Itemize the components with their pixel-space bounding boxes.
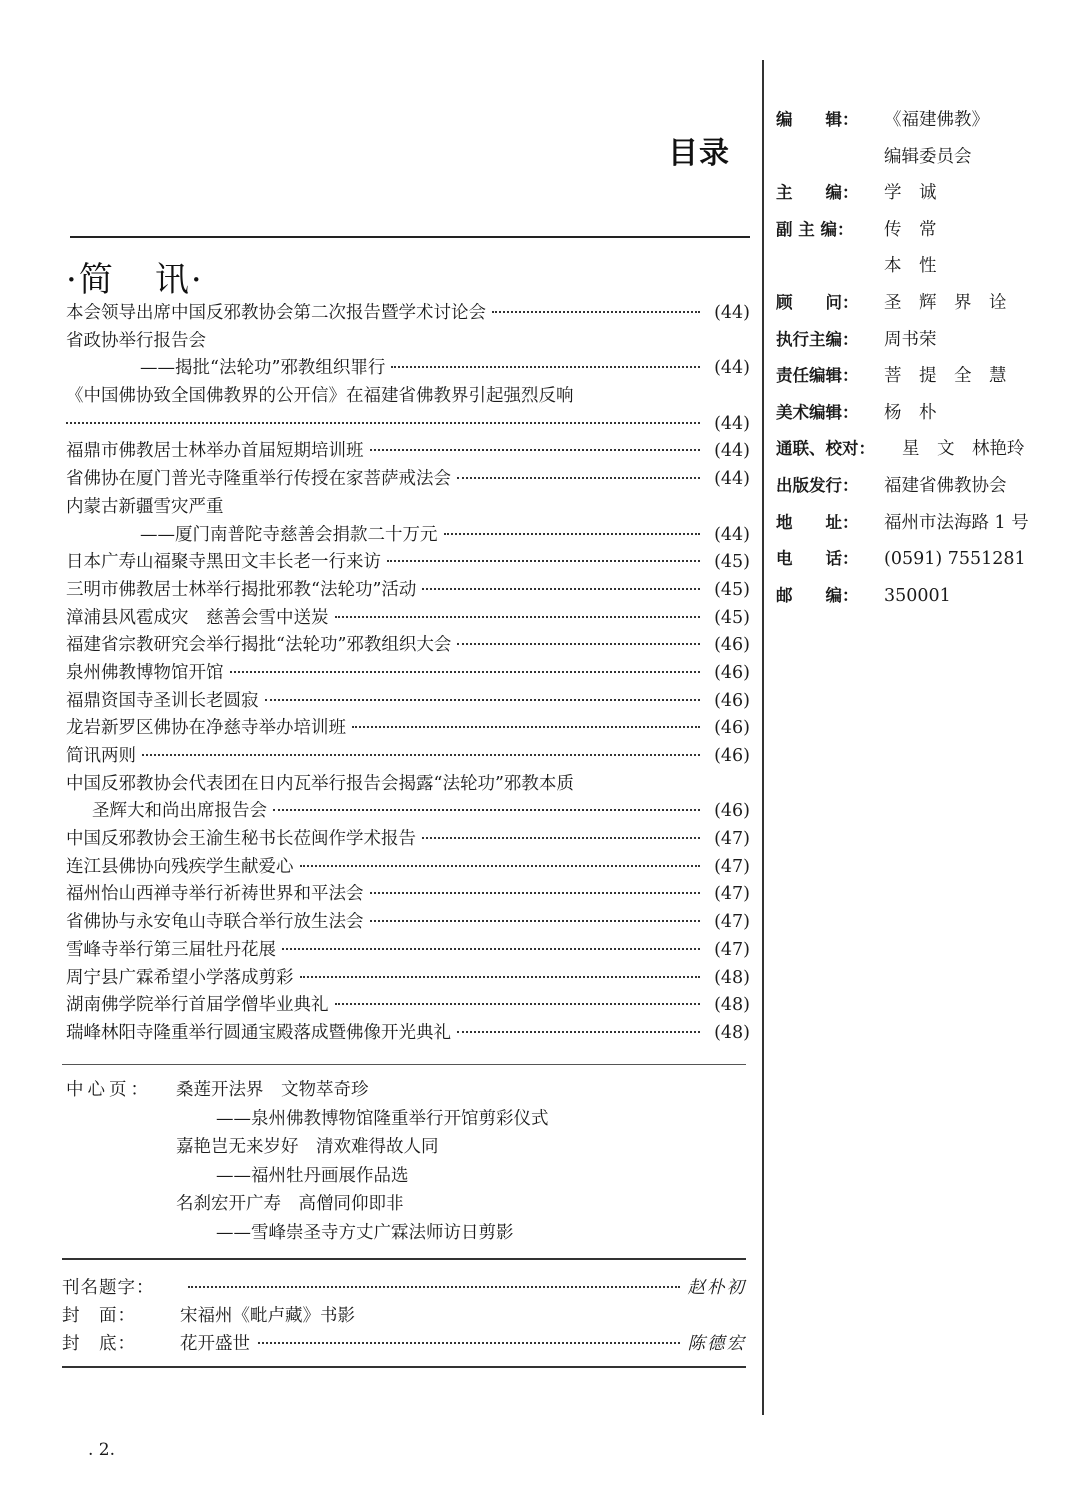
toc-entry-title: 福鼎资国寺圣训长老圆寂 xyxy=(66,690,259,711)
toc-entry[interactable] xyxy=(66,909,750,937)
masthead-key: 邮 编： xyxy=(776,585,859,605)
masthead-key: 电 话： xyxy=(776,549,859,569)
credit-label: 封 面： xyxy=(62,1306,136,1326)
toc-entry-title: 简讯两则 xyxy=(66,746,136,766)
dot-leader xyxy=(391,366,700,368)
toc-page-number: (44) xyxy=(714,524,750,545)
toc-page-number: (44) xyxy=(714,441,750,462)
toc-entry-title: 本会领导出席中国反邪教协会第二次报告暨学术讨论会 xyxy=(66,303,486,323)
cover-credits xyxy=(62,1274,746,1358)
dot-leader xyxy=(335,616,701,618)
toc-entry-subtitle: ——厦门南普陀寺慈善会捐款二十万元 xyxy=(140,524,438,545)
center-page-subtitle: ——泉州佛教博物馆隆重举行开馆剪彩仪式 xyxy=(216,1108,549,1129)
dot-leader xyxy=(422,588,700,590)
credit-author: 赵朴初 xyxy=(687,1278,746,1298)
masthead-value: 周书荣 xyxy=(884,329,937,350)
credit-author: 陈德宏 xyxy=(687,1334,746,1354)
toc-entry-title: 省佛协在厦门普光寺隆重举行传授在家菩萨戒法会 xyxy=(66,469,451,490)
toc-entry-title: 福鼎市佛教居士林举办首届短期培训班 xyxy=(66,441,364,462)
credit-label: 刊名题字： xyxy=(62,1278,155,1298)
dot-leader xyxy=(457,643,700,645)
divider xyxy=(62,1258,746,1260)
toc-entry[interactable] xyxy=(66,992,750,1020)
toc-entry[interactable] xyxy=(66,826,750,854)
masthead-key: 责任编辑： xyxy=(776,366,859,386)
center-pages-label: 中心页： xyxy=(66,1080,152,1100)
toc-entry[interactable] xyxy=(66,522,750,550)
toc-entry-title: 福州怡山西禅寺举行祈祷世界和平法会 xyxy=(66,884,364,905)
toc-entry[interactable] xyxy=(66,300,750,328)
masthead-value: 菩 提 全 慧 xyxy=(884,366,1007,387)
toc-page-number: (44) xyxy=(714,358,750,379)
toc-page-number: (44) xyxy=(714,303,750,323)
toc-page-number: (46) xyxy=(714,718,750,739)
dot-leader xyxy=(422,837,700,839)
masthead-key: 执行主编： xyxy=(776,329,859,349)
toc-entry-subtitle: 圣辉大和尚出席报告会 xyxy=(92,801,267,822)
toc-entry-title: 日本广寿山福聚寺黑田文丰长老一行来访 xyxy=(66,552,381,573)
masthead-key: 出版发行： xyxy=(776,475,859,495)
masthead-key: 主 编： xyxy=(776,183,859,203)
toc-entry-title: 泉州佛教博物馆开馆 xyxy=(66,662,224,683)
masthead-value: 《福建佛教》 xyxy=(884,110,989,130)
dot-leader xyxy=(282,948,700,950)
dot-leader xyxy=(335,1003,701,1005)
bullet-dot: · xyxy=(190,260,204,300)
toc-page-number: (47) xyxy=(714,856,750,877)
credit-row xyxy=(62,1330,746,1358)
toc-entry-title: 省佛协与永安龟山寺联合举行放生法会 xyxy=(66,912,364,933)
bullet-dot: · xyxy=(66,260,79,300)
masthead-key xyxy=(776,139,884,176)
divider xyxy=(62,1064,746,1065)
toc-page-number: (48) xyxy=(714,967,750,988)
masthead-value: 350001 xyxy=(884,585,951,606)
masthead-value: 星 文 林艳玲 xyxy=(902,439,1025,460)
toc-entry[interactable] xyxy=(66,965,750,993)
toc-entry[interactable] xyxy=(66,466,750,494)
page-number: . 2. xyxy=(88,1440,116,1460)
toc-entry-title: 福建省宗教研究会举行揭批“法轮功”邪教组织大会 xyxy=(66,635,452,656)
dot-leader xyxy=(457,1031,700,1033)
masthead-key: 编 辑： xyxy=(776,110,859,129)
masthead-value: (0591) 7551281 xyxy=(884,549,1026,570)
toc-page-number: (48) xyxy=(714,1022,750,1043)
toc-page-number: (46) xyxy=(714,635,750,656)
toc-entry[interactable] xyxy=(66,549,750,577)
toc-entry[interactable] xyxy=(66,1020,750,1048)
table-of-contents xyxy=(66,300,750,1048)
toc-entry-title: 内蒙古新疆雪灾严重 xyxy=(66,496,224,517)
toc-entry-title: 漳浦县风雹成灾 慈善会雪中送炭 xyxy=(66,607,329,628)
toc-entry[interactable] xyxy=(66,854,750,882)
toc-entry[interactable] xyxy=(66,743,750,771)
toc-entry[interactable] xyxy=(66,494,750,522)
masthead-value: 杨 朴 xyxy=(884,402,937,423)
toc-entry[interactable] xyxy=(66,438,750,466)
dot-leader xyxy=(188,1286,680,1288)
center-pages xyxy=(66,1076,549,1247)
dot-leader xyxy=(265,699,701,701)
toc-entry[interactable] xyxy=(66,605,750,633)
credit-row xyxy=(62,1302,746,1330)
center-page-title: 名刹宏开广寿 高僧同仰即非 xyxy=(176,1194,404,1214)
masthead-value: 本 性 xyxy=(884,256,937,277)
section-heading xyxy=(66,252,204,301)
toc-page-number: (46) xyxy=(714,746,750,766)
credit-text: 宋福州《毗卢藏》书影 xyxy=(180,1306,355,1326)
toc-entry-title: 《中国佛协致全国佛教界的公开信》在福建省佛教界引起强烈反响 xyxy=(66,386,574,407)
toc-page-number: (48) xyxy=(714,995,750,1016)
masthead-key: 通联、校对： xyxy=(776,439,875,459)
toc-page-number: (47) xyxy=(714,829,750,850)
toc-entry-title: 瑞峰林阳寺隆重举行圆通宝殿落成暨佛像开光典礼 xyxy=(66,1022,451,1043)
editorial-masthead xyxy=(776,102,1066,614)
masthead-value: 传 常 xyxy=(884,219,937,240)
center-page-subtitle: ——雪峰崇圣寺方丈广霖法师访日剪影 xyxy=(216,1222,514,1243)
dot-leader xyxy=(352,726,700,728)
credit-label: 封 底： xyxy=(62,1334,136,1354)
credit-row xyxy=(62,1274,746,1302)
toc-entry[interactable] xyxy=(66,660,750,688)
toc-page-number: (46) xyxy=(714,801,750,822)
toc-entry[interactable] xyxy=(66,632,750,660)
section-char: 简 xyxy=(78,260,115,300)
toc-page-number: (45) xyxy=(714,579,750,600)
toc-page-number: (47) xyxy=(714,884,750,905)
masthead-value: 福州市法海路 1 号 xyxy=(884,512,1029,533)
toc-page-number: (45) xyxy=(714,607,750,628)
toc-entry-title: 三明市佛教居士林举行揭批邪教“法轮功”活动 xyxy=(66,579,417,600)
toc-entry[interactable] xyxy=(66,937,750,965)
dot-leader xyxy=(300,865,701,867)
toc-entry[interactable] xyxy=(66,383,750,411)
masthead-key: 顾 问： xyxy=(776,292,859,312)
toc-entry-subtitle: ——揭批“法轮功”邪教组织罪行 xyxy=(140,358,386,379)
center-page-subtitle: ——福州牡丹画展作品选 xyxy=(216,1165,409,1186)
toc-entry-title: 中国反邪教协会王渝生秘书长莅闽作学术报告 xyxy=(66,829,416,850)
credit-text: 花开盛世 xyxy=(180,1334,250,1354)
divider xyxy=(70,236,750,238)
toc-page-number: (44) xyxy=(714,413,750,434)
toc-page-number: (46) xyxy=(714,690,750,711)
masthead-key xyxy=(776,248,884,285)
vertical-divider xyxy=(762,60,764,1415)
toc-entry-title: 雪峰寺举行第三届牡丹花展 xyxy=(66,939,276,960)
dot-leader xyxy=(444,533,701,535)
dot-leader xyxy=(387,560,700,562)
masthead-value: 圣 辉 界 诠 xyxy=(884,292,1007,313)
masthead-value: 福建省佛教协会 xyxy=(884,475,1007,496)
dot-leader xyxy=(370,449,701,451)
toc-page-number: (47) xyxy=(714,939,750,960)
masthead-key: 地 址： xyxy=(776,512,859,532)
toc-entry-title: 周宁县广霖希望小学落成剪彩 xyxy=(66,967,294,988)
toc-entry[interactable] xyxy=(66,411,750,439)
dot-leader xyxy=(370,920,701,922)
dot-leader xyxy=(370,892,701,894)
dot-leader xyxy=(492,311,700,313)
dot-leader xyxy=(273,809,700,811)
toc-page-number: (46) xyxy=(714,662,750,683)
dot-leader xyxy=(258,1342,680,1344)
toc-page-number: (45) xyxy=(714,552,750,573)
toc-entry-title: 中国反邪教协会代表团在日内瓦举行报告会揭露“法轮功”邪教本质 xyxy=(66,773,574,794)
dot-leader xyxy=(457,477,700,479)
toc-entry-title: 龙岩新罗区佛协在净慈寺举办培训班 xyxy=(66,718,346,739)
toc-entry[interactable] xyxy=(66,355,750,383)
toc-entry[interactable] xyxy=(66,577,750,605)
dot-leader xyxy=(300,976,701,978)
toc-entry[interactable] xyxy=(66,881,750,909)
toc-entry-title: 连江县佛协向残疾学生献爱心 xyxy=(66,856,294,877)
toc-page-number: (44) xyxy=(714,469,750,490)
toc-entry[interactable] xyxy=(66,328,750,356)
masthead-key: 副 主 编： xyxy=(776,219,854,239)
toc-entry[interactable] xyxy=(66,798,750,826)
dot-leader xyxy=(66,422,700,424)
section-char: 讯 xyxy=(154,260,191,300)
center-page-title: 嘉艳岂无来岁好 清欢难得故人同 xyxy=(176,1137,439,1157)
masthead-key: 美术编辑： xyxy=(776,402,859,422)
masthead-value: 学 诚 xyxy=(884,183,937,204)
dot-leader xyxy=(142,754,700,756)
toc-page-number: (47) xyxy=(714,912,750,933)
toc-entry[interactable] xyxy=(66,715,750,743)
toc-entry-title: 湖南佛学院举行首届学僧毕业典礼 xyxy=(66,995,329,1016)
toc-entry[interactable] xyxy=(66,688,750,716)
center-page-title: 桑莲开法界 文物萃奇珍 xyxy=(176,1080,369,1100)
page-title: 目录 xyxy=(668,136,730,171)
masthead-value: 编辑委员会 xyxy=(884,146,972,167)
divider xyxy=(62,1366,746,1368)
toc-entry[interactable] xyxy=(66,771,750,799)
dot-leader xyxy=(230,671,701,673)
toc-entry-title: 省政协举行报告会 xyxy=(66,330,206,351)
